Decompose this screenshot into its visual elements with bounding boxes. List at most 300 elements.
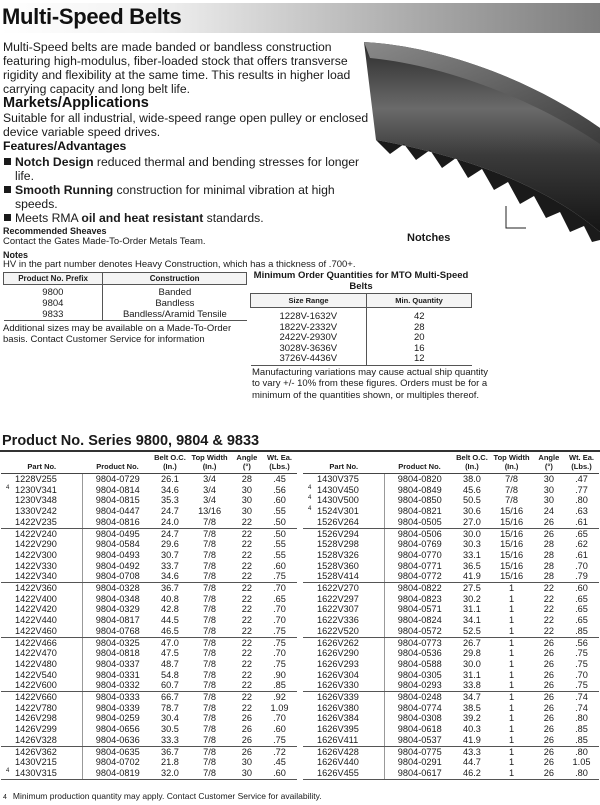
product-no-cell: 9804-0506 [385,528,455,539]
table-row: 9833 Bandless/Aramid Tensile [4,309,247,321]
part-no-cell: 1422V330 [15,560,57,571]
table-row [303,528,599,539]
table-row [303,713,599,724]
angle-cell: 22 [241,702,252,713]
weight-cell: .75 [564,680,599,691]
angle-cell: 22 [543,604,554,615]
belt-oc-cell: 21.8 [161,757,179,768]
angle-cell: 26 [232,735,262,746]
belt-oc-cell: 36.7 [161,583,179,594]
top-width-cell: 7/8 [187,735,231,746]
weight-cell: .60 [273,495,286,506]
weight-cell: .50 [262,517,297,528]
part-no-cell: 1422V460 [1,626,83,637]
top-width-cell: 1 [509,637,515,648]
weight-cell: .72 [273,746,286,757]
weight-cell: .85 [564,735,599,746]
table-row [303,539,599,550]
angle-cell: 22 [241,539,252,550]
angle-cell: 22 [543,593,554,604]
angle-cell: 26 [543,746,554,757]
markets-heading: Markets/Applications [3,95,149,111]
weight-cell: .65 [575,604,588,615]
table-row [1,506,297,517]
title-bar [0,3,600,33]
belt-oc-cell: 44.7 [463,757,481,768]
belt-oc-cell: 30.4 [161,713,179,724]
angle-cell: 30 [232,768,262,779]
angle-cell: 22 [241,637,252,648]
product-no-cell: 9804-0537 [385,735,455,746]
top-width-cell: 1 [509,724,515,735]
top-width-cell: 7/8 [505,495,518,506]
product-no-cell: 9804-0492 [83,561,153,572]
table-row [1,648,297,659]
table-row [1,474,297,485]
product-no-cell: 9804-0333 [83,692,153,703]
top-width-cell: 7/8 [203,702,216,713]
belt-oc-cell: 30.0 [463,528,481,539]
product-table-left [1,452,297,780]
angle-cell: 26 [543,692,554,703]
weight-cell: .77 [575,484,588,495]
belt-oc-cell: 36.5 [463,560,481,571]
product-no-header: Product No. [385,452,455,474]
belt-oc-cell: 38.0 [463,474,481,484]
belt-oc-cell: 47.0 [161,637,179,648]
top-width-cell: 1 [489,626,533,637]
angle-cell: 30 [241,757,252,768]
top-width-cell: 7/8 [203,583,216,594]
angle-cell: 26 [543,648,554,659]
angle-cell: 22 [232,517,262,528]
top-width-cell: 3/4 [203,495,216,506]
weight-cell: .70 [273,615,286,626]
table-row: 9800 Banded [4,285,247,299]
angle-cell: 22 [232,680,262,691]
weight-cell: .75 [262,626,297,637]
angle-cell: 26 [241,713,252,724]
table-row [1,680,297,691]
table-row [1,692,297,703]
belt-oc-cell: 45.6 [463,484,481,495]
belt-oc-header: Belt O.C. (In.) [152,452,187,474]
belt-oc-cell: 30.7 [161,549,179,560]
weight-cell: .45 [273,757,286,768]
weight-cell: .79 [564,571,599,582]
top-width-cell: 1 [509,702,515,713]
product-no-cell: 9804-0329 [83,604,153,615]
table-row: 3726V-4436V 12 [251,354,472,365]
weight-cell: .65 [575,615,588,626]
top-width-cell: 1 [509,593,515,604]
table-row [1,659,297,670]
belt-oc-cell: 30.3 [463,539,481,550]
table-row [1,517,297,528]
table-row [1,485,297,496]
angle-cell: 22 [543,583,554,594]
notches-label: Notches [407,232,451,244]
product-no-cell: 9804-0339 [83,703,153,714]
belt-oc-cell: 31.1 [463,604,481,615]
table-row [1,594,297,605]
manufacturing-note: Manufacturing variations may cause actual ship quantity to vary +/- 10% from these figures. Orders must be for a minimum of the quantities shown, or multiples thereof. [252,367,489,401]
part-no-cell: 1626V384 [317,713,359,724]
top-width-cell: 1 [489,735,533,746]
footnote [3,791,322,801]
angle-cell: 22 [241,593,252,604]
table-row [1,746,297,757]
top-width-cell: 15/16 [500,539,524,550]
part-no-cell: 1422V440 [15,615,57,626]
angle-cell: 26 [543,757,554,768]
product-no-cell: 9804-0850 [385,495,455,506]
table-row: 1228V-1632V 42 [251,308,472,323]
table-row [303,626,599,637]
product-no-cell: 9804-0823 [385,594,455,605]
series-title: Product No. Series 9800, 9804 & 9833 [2,433,260,449]
product-no-cell: 9804-0635 [83,746,153,757]
part-no-cell: 1422V600 [1,680,83,691]
top-width-cell: 1 [509,757,515,768]
product-no-cell: 9804-0636 [83,735,153,746]
part-no-cell: 1622V297 [317,593,359,604]
belt-oc-cell: 29.8 [463,648,481,659]
belt-oc-cell: 30.2 [463,593,481,604]
belt-oc-cell: 29.6 [161,539,179,550]
table-row [303,561,599,572]
belt-oc-cell: 41.9 [454,735,489,746]
weight-cell: .80 [575,495,588,506]
part-no-cell: 1626V380 [317,702,359,713]
weight-cell: .65 [575,528,588,539]
top-width-cell: 1 [509,615,515,626]
weight-cell: 1.09 [270,702,289,713]
footnote-number: 4 [3,794,7,801]
belt-oc-header: Belt O.C. (In.) [454,452,489,474]
product-no-cell: 9804-0729 [83,474,153,485]
weight-cell: .80 [564,768,599,779]
top-width-cell: 3/4 [203,484,216,495]
top-width-header: Top Width (In.) [489,452,533,474]
table-row [303,550,599,561]
part-no-cell: 1430V215 [15,757,57,768]
part-no-cell: 1426V299 [15,724,57,735]
top-width-cell: 7/8 [505,474,518,484]
belt-oc-cell: 38.5 [463,702,481,713]
belt-oc-cell: 27.0 [454,517,489,528]
belt-oc-cell: 24.0 [152,517,187,528]
weight-cell: .75 [273,658,286,669]
product-no-cell: 9804-0817 [83,615,153,626]
top-width-cell: 7/8 [203,658,216,669]
weight-cell: .63 [575,506,588,517]
belt-oc-cell: 47.5 [161,648,179,659]
top-width-cell: 15/16 [489,571,533,582]
part-no-cell: 1422V470 [15,648,57,659]
part-no-cell: 1626V428 [317,746,359,757]
part-no-cell: 1422V340 [1,571,83,582]
weight-cell: .60 [273,724,286,735]
belt-oc-cell: 46.5 [152,626,187,637]
top-width-cell: 1 [509,583,515,594]
part-no-cell: 1422V660 [15,692,57,703]
weight-cell: .55 [273,549,286,560]
part-no-cell: 1426V328 [1,735,83,746]
part-no-cell: 1622V520 [303,626,385,637]
feature-item: Meets RMA oil and heat resistant standards. [3,211,375,225]
angle-cell: 26 [543,658,554,669]
part-no-cell: 1626V339 [317,692,359,703]
table-row [1,626,297,637]
angle-cell: 30 [241,484,252,495]
weight-cell: .61 [575,549,588,560]
top-width-cell: 7/8 [203,757,216,768]
product-no-cell: 9804-0572 [385,626,455,637]
belt-oc-cell: 24.7 [161,506,179,517]
top-width-cell: 13/16 [198,506,222,517]
sheaves-text: Contact the Gates Made-To-Order Metals Team. [3,236,206,247]
angle-cell: 22 [534,626,564,637]
product-no-cell: 9804-0769 [385,539,455,550]
weight-cell: .75 [575,658,588,669]
top-width-cell: 7/8 [203,593,216,604]
table-row [303,724,599,735]
belt-illustration [356,36,600,250]
product-no-cell: 9804-0293 [385,680,455,691]
angle-cell: 22 [241,583,252,594]
weight-cell: .75 [262,735,297,746]
table-row [1,735,297,746]
product-no-cell: 9804-0617 [385,768,455,779]
weight-cell: .55 [273,506,286,517]
belt-oc-cell: 33.1 [463,549,481,560]
part-no-cell: 1426V298 [15,713,57,724]
table-row [303,517,599,528]
belt-oc-cell: 66.7 [161,692,179,703]
top-width-cell: 3/4 [203,474,216,484]
top-width-cell: 15/16 [500,528,524,539]
weight-cell: 1.05 [572,757,591,768]
part-no-cell: 1626V330 [303,680,385,691]
angle-cell: 26 [543,724,554,735]
weight-cell: .45 [273,474,286,484]
feature-item: Notch Design reduced thermal and bending stresses for longer life. [3,155,375,183]
top-width-cell: 7/8 [203,692,216,703]
weight-cell: .60 [262,768,297,779]
product-no-cell: 9804-0325 [83,637,153,648]
top-width-cell: 15/16 [500,560,524,571]
product-table-right [303,452,599,780]
angle-cell: 26 [543,713,554,724]
min-quantity-header: Min. Quantity [367,294,472,308]
top-width-cell: 7/8 [505,484,518,495]
weight-cell: .74 [575,702,588,713]
belt-oc-cell: 34.1 [463,615,481,626]
weight-cell: .61 [564,517,599,528]
angle-cell: 26 [543,669,554,680]
part-no-cell: 1626V262 [317,637,359,648]
angle-cell: 24 [543,506,554,517]
table-row [303,648,599,659]
prefix-header: Product No. Prefix [4,273,103,285]
weight-cell: .85 [564,626,599,637]
angle-cell: 30 [543,495,554,506]
intro-paragraph: Multi-Speed belts are made banded or bandless construction featuring high-modulus, fiber-loaded stock that offers transverse rigidity and flexibility at the same time. This results in higher load carrying capacity and long belt life. [3,40,351,96]
part-no-cell: 1526V294 [317,528,359,539]
angle-cell: 26 [543,637,554,648]
weight-cell: .60 [273,560,286,571]
table-row [1,615,297,626]
belt-oc-cell: 50.5 [463,495,481,506]
part-no-cell: 1422V480 [15,658,57,669]
product-no-cell: 9804-0331 [83,670,153,681]
belt-oc-cell: 32.0 [152,768,187,779]
product-no-cell: 9804-0291 [385,757,455,768]
additional-sizes-note: Additional sizes may be available on a Made-To-Order basis. Contact Customer Service for information [3,323,232,345]
top-width-cell: 7/8 [203,615,216,626]
part-no-cell: 1622V336 [317,615,359,626]
weight-cell: .55 [273,539,286,550]
belt-oc-cell: 48.7 [161,658,179,669]
belt-oc-cell: 31.1 [463,669,481,680]
table-row [1,495,297,506]
weight-cell: .70 [273,648,286,659]
angle-cell: 30 [543,474,554,484]
part-no-cell: 1626V293 [317,658,359,669]
weight-cell: .56 [575,637,588,648]
table-row [303,495,599,506]
product-no-cell: 9804-0328 [83,583,153,594]
top-width-cell: 1 [509,669,515,680]
top-width-cell: 1 [509,604,515,615]
weight-cell: .70 [273,583,286,594]
product-no-cell: 9804-0495 [83,528,153,539]
belt-oc-cell: 40.8 [161,593,179,604]
table-row [303,746,599,757]
table-row [1,550,297,561]
product-no-cell: 9804-0259 [83,713,153,724]
belt-oc-cell: 41.9 [454,571,489,582]
footnote-text: Minimum production quantity may apply. Contact Customer Service for availability. [12,791,322,801]
table-row: 3028V-3636V 16 [251,344,472,355]
markets-text: Suitable for all industrial, wide-speed range open pulley or enclosed device variable speed drives. [3,111,369,139]
top-width-cell: 7/8 [203,669,216,680]
belt-oc-cell: 36.7 [161,746,179,757]
moq-title: Minimum Order Quantities for MTO Multi-Speed Belts [253,270,469,292]
product-no-cell: 9804-0849 [385,485,455,496]
table-row [303,506,599,517]
top-width-cell: 15/16 [489,517,533,528]
part-no-cell: 1528V360 [317,560,359,571]
top-width-cell: 7/8 [203,637,216,648]
part-no-cell: 1622V307 [317,604,359,615]
part-no-cell: 1526V264 [303,517,385,528]
notes-heading: Notes [3,250,29,260]
angle-cell: 22 [232,571,262,582]
product-no-cell: 9804-0584 [83,539,153,550]
weight-cell: .70 [575,669,588,680]
part-no-cell: 1422V466 [15,637,57,648]
table-row [303,768,599,779]
weight-cell: .70 [273,604,286,615]
angle-cell: 26 [534,680,564,691]
weight-cell: .70 [273,713,286,724]
angle-cell: 26 [543,528,554,539]
product-no-cell: 9804-0772 [385,571,455,582]
top-width-cell: 7/8 [203,724,216,735]
weight-cell: .92 [273,692,286,703]
footnote-marker: 4 [308,484,312,491]
top-width-cell: 1 [509,648,515,659]
product-no-cell: 9804-0571 [385,604,455,615]
top-width-cell: 7/8 [203,648,216,659]
moq-table [250,293,472,366]
belt-oc-cell: 33.3 [152,735,187,746]
part-no-cell: 1626V455 [303,768,385,779]
top-width-cell: 7/8 [203,549,216,560]
product-no-cell: 9804-0815 [83,495,153,506]
weight-cell: .75 [262,571,297,582]
table-row [1,539,297,550]
table-row [303,692,599,703]
belt-oc-cell: 39.2 [463,713,481,724]
belt-oc-cell: 26.1 [161,474,179,484]
weight-cell: .47 [575,474,588,484]
belt-oc-cell: 26.7 [463,637,481,648]
weight-cell: .80 [575,746,588,757]
belt-oc-cell: 35.3 [161,495,179,506]
part-no-cell: 1430V375 [317,474,359,484]
product-no-cell: 9804-0774 [385,703,455,714]
product-no-cell: 9804-0337 [83,659,153,670]
weight-cell: .80 [575,713,588,724]
part-no-cell: 1422V420 [15,604,57,615]
table-row: 2422V-2930V 20 [251,333,472,344]
table-row [1,670,297,681]
belt-oc-cell: 30.6 [463,506,481,517]
top-width-cell: 15/16 [500,549,524,560]
size-range-header: Size Range [251,294,367,308]
part-no-cell: 1422V360 [15,583,57,594]
table-row [1,768,297,779]
angle-cell: 22 [543,615,554,626]
top-width-cell: 1 [489,680,533,691]
belt-oc-cell: 34.6 [152,571,187,582]
weight-cell: .50 [273,528,286,539]
prefix-table [3,272,247,321]
product-no-cell: 9804-0588 [385,659,455,670]
weight-cell: .60 [575,583,588,594]
belt-oc-cell: 24.7 [161,528,179,539]
angle-cell: 30 [241,506,252,517]
table-row [1,604,297,615]
top-width-cell: 1 [509,746,515,757]
product-no-cell: 9804-0332 [83,680,153,691]
product-no-cell: 9804-0773 [385,637,455,648]
angle-cell: 28 [534,571,564,582]
belt-oc-cell: 27.5 [463,583,481,594]
product-no-header: Product No. [83,452,153,474]
part-no-cell: 1422V235 [1,517,83,528]
part-no-cell: 1422V540 [15,669,57,680]
angle-cell: 22 [241,549,252,560]
angle-header: Angle (°) [534,452,564,474]
angle-cell: 22 [241,692,252,703]
top-width-cell: 7/8 [203,604,216,615]
part-no-cell: 1528V414 [303,571,385,582]
product-no-cell: 9804-0348 [83,594,153,605]
